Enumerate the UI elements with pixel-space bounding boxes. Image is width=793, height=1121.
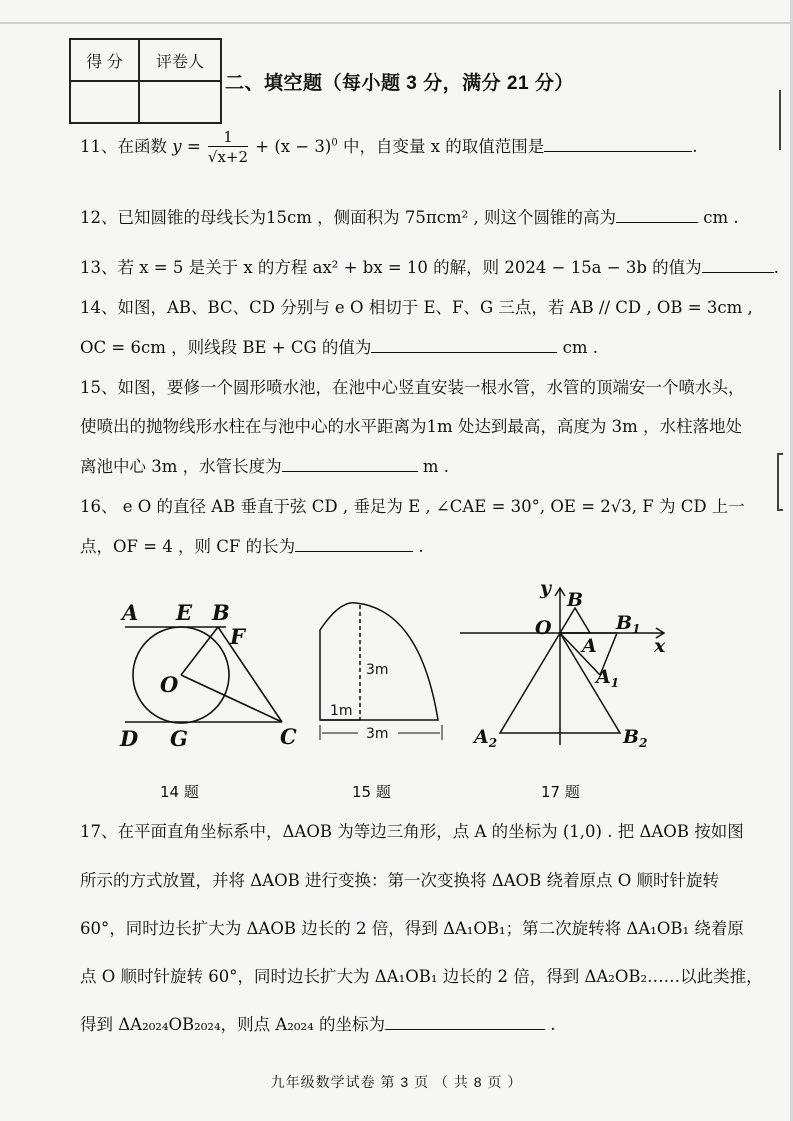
scan-mark <box>777 453 779 511</box>
question-17-line2: 所示的方式放置，并将 ΔAOB 进行变换：第一次变换将 ΔAOB 绕着原点 O 顺时针旋转 <box>80 871 719 890</box>
label-1m: 1m <box>330 703 353 719</box>
question-12 <box>80 207 739 229</box>
grader-label: 评卷人 <box>139 39 221 81</box>
scan-mark <box>777 453 783 455</box>
label-b2: $B_2$ <box>623 726 648 750</box>
label-b: B <box>212 600 230 625</box>
q11-eq: = <box>181 137 206 156</box>
q15-text: 离池中心 3m ，水管长度为 <box>80 457 282 476</box>
label-a1: $A_1$ <box>596 666 620 690</box>
q11-answer-blank[interactable] <box>544 137 692 152</box>
q11-exponent: 0 <box>331 137 338 149</box>
page-edge-top <box>0 22 793 24</box>
label-b1: $B_1$ <box>616 612 641 636</box>
q12-unit: cm . <box>703 208 739 227</box>
scan-mark <box>777 509 783 511</box>
label-a2: $A_2$ <box>474 726 498 750</box>
caption-fig15: 15 题 <box>352 783 391 801</box>
label-o: O <box>160 672 179 697</box>
caption-fig17: 17 题 <box>541 783 580 801</box>
question-16-line2 <box>80 536 424 558</box>
label-x: x <box>654 635 666 657</box>
question-17-line5 <box>80 1014 556 1036</box>
q11-post: 中，自变量 x 的取值范围是 <box>337 137 545 156</box>
grader-cell[interactable] <box>139 81 221 123</box>
label-e: E <box>176 600 193 625</box>
q17-answer-blank[interactable] <box>385 1015 545 1030</box>
label-3m-height: 3m <box>366 662 389 678</box>
label-b: B <box>567 589 584 611</box>
q11-y: y <box>172 137 182 156</box>
question-17-line1: 17、在平面直角坐标系中，ΔAOB 为等边三角形，点 A 的坐标为 (1,0) . 把 ΔAOB 按如图 <box>80 822 744 841</box>
section-heading: 二、填空题（每小题 3 分，满分 21 分） <box>225 73 574 94</box>
q17-text: 得到 ΔA₂₀₂₄OB₂₀₂₄，则点 A₂₀₂₄ 的坐标为 <box>80 1015 386 1034</box>
question-15-line3 <box>80 456 449 478</box>
figure-17 <box>460 588 664 745</box>
q13-end: . <box>773 258 779 277</box>
figure-15-labels <box>330 662 389 742</box>
q14-text: OC = 6cm ，则线段 BE + CG 的值为 <box>80 338 372 357</box>
page-footer: 九年级数学试卷 第 3 页 （ 共 8 页 ） <box>270 1074 523 1090</box>
q15-answer-blank[interactable] <box>282 457 418 472</box>
q11-pre: 11、在函数 <box>80 137 173 156</box>
q11-end: . <box>692 137 698 156</box>
question-15-line1: 15、如图，要修一个圆形喷水池，在池中心竖直安装一根水管，水管的顶端安一个喷水头， <box>80 378 745 397</box>
q12-text: 12、已知圆锥的母线长为15cm ，侧面积为 75πcm² , 则这个圆锥的高为 <box>80 208 616 227</box>
q11-fraction <box>208 128 248 167</box>
question-14-line1: 14、如图，AB、BC、CD 分别与 e O 相切于 E、F、G 三点，若 AB // CD , OB = 3cm , <box>80 298 753 317</box>
label-d: D <box>120 726 139 751</box>
figure-17-labels <box>472 577 666 750</box>
question-11 <box>80 128 698 167</box>
q12-answer-blank[interactable] <box>616 208 698 223</box>
q11-term: + (x − 3) <box>250 137 332 156</box>
label-a: A <box>122 600 139 625</box>
q11-numerator: 1 <box>208 128 248 147</box>
question-17-line4: 点 O 顺时针旋转 60°，同时边长扩大为 ΔA₁OB₁ 边长的 2 倍，得到 ΔA₂OB₂……以此类推， <box>80 967 763 986</box>
label-3m-width: 3m <box>366 726 389 742</box>
q13-answer-blank[interactable] <box>702 258 774 273</box>
label-o: O <box>535 617 552 639</box>
question-15-line2: 使喷出的抛物线形水柱在与池中心的水平距离为1m 处达到最高，高度为 3m ，水柱落地处 <box>80 417 743 436</box>
label-g: G <box>170 726 188 751</box>
label-f: F <box>230 624 245 649</box>
caption-fig14: 14 题 <box>160 783 199 801</box>
score-cell[interactable] <box>70 81 139 123</box>
q14-unit: cm . <box>562 338 599 357</box>
question-16-line1: 16、 e O 的直径 AB 垂直于弦 CD , 垂足为 E , ∠CAE = 30°, OE = 2√3, F 为 CD 上一 <box>80 497 745 516</box>
label-c: C <box>280 724 297 749</box>
figure-14 <box>125 627 282 723</box>
q16-end: . <box>418 537 424 556</box>
score-label: 得 分 <box>70 39 139 81</box>
figure-14-labels <box>119 600 297 751</box>
question-14-line2 <box>80 337 598 359</box>
q16-text: 点，OF = 4 ，则 CF 的长为 <box>80 537 296 556</box>
scan-mark <box>779 90 781 150</box>
segment-ob <box>181 627 218 675</box>
score-box <box>69 38 222 124</box>
q13-text: 13、若 x = 5 是关于 x 的方程 ax² + bx = 10 的解，则 2024 − 15a − 3b 的值为 <box>80 258 702 277</box>
q11-denominator: √x+2 <box>207 148 249 166</box>
label-y: y <box>540 577 552 599</box>
question-13 <box>80 257 779 279</box>
triangle-aob <box>560 608 590 633</box>
label-a: A <box>582 635 597 657</box>
q16-answer-blank[interactable] <box>295 537 413 552</box>
figures <box>0 570 793 810</box>
q15-unit: m . <box>422 457 450 476</box>
question-17-line3: 60°，同时边长扩大为 ΔAOB 边长的 2 倍，得到 ΔA₁OB₁；第二次旋转将 ΔA₁OB₁ 绕着原 <box>80 919 744 938</box>
q14-answer-blank[interactable] <box>371 338 557 353</box>
q17-end: . <box>550 1015 556 1034</box>
